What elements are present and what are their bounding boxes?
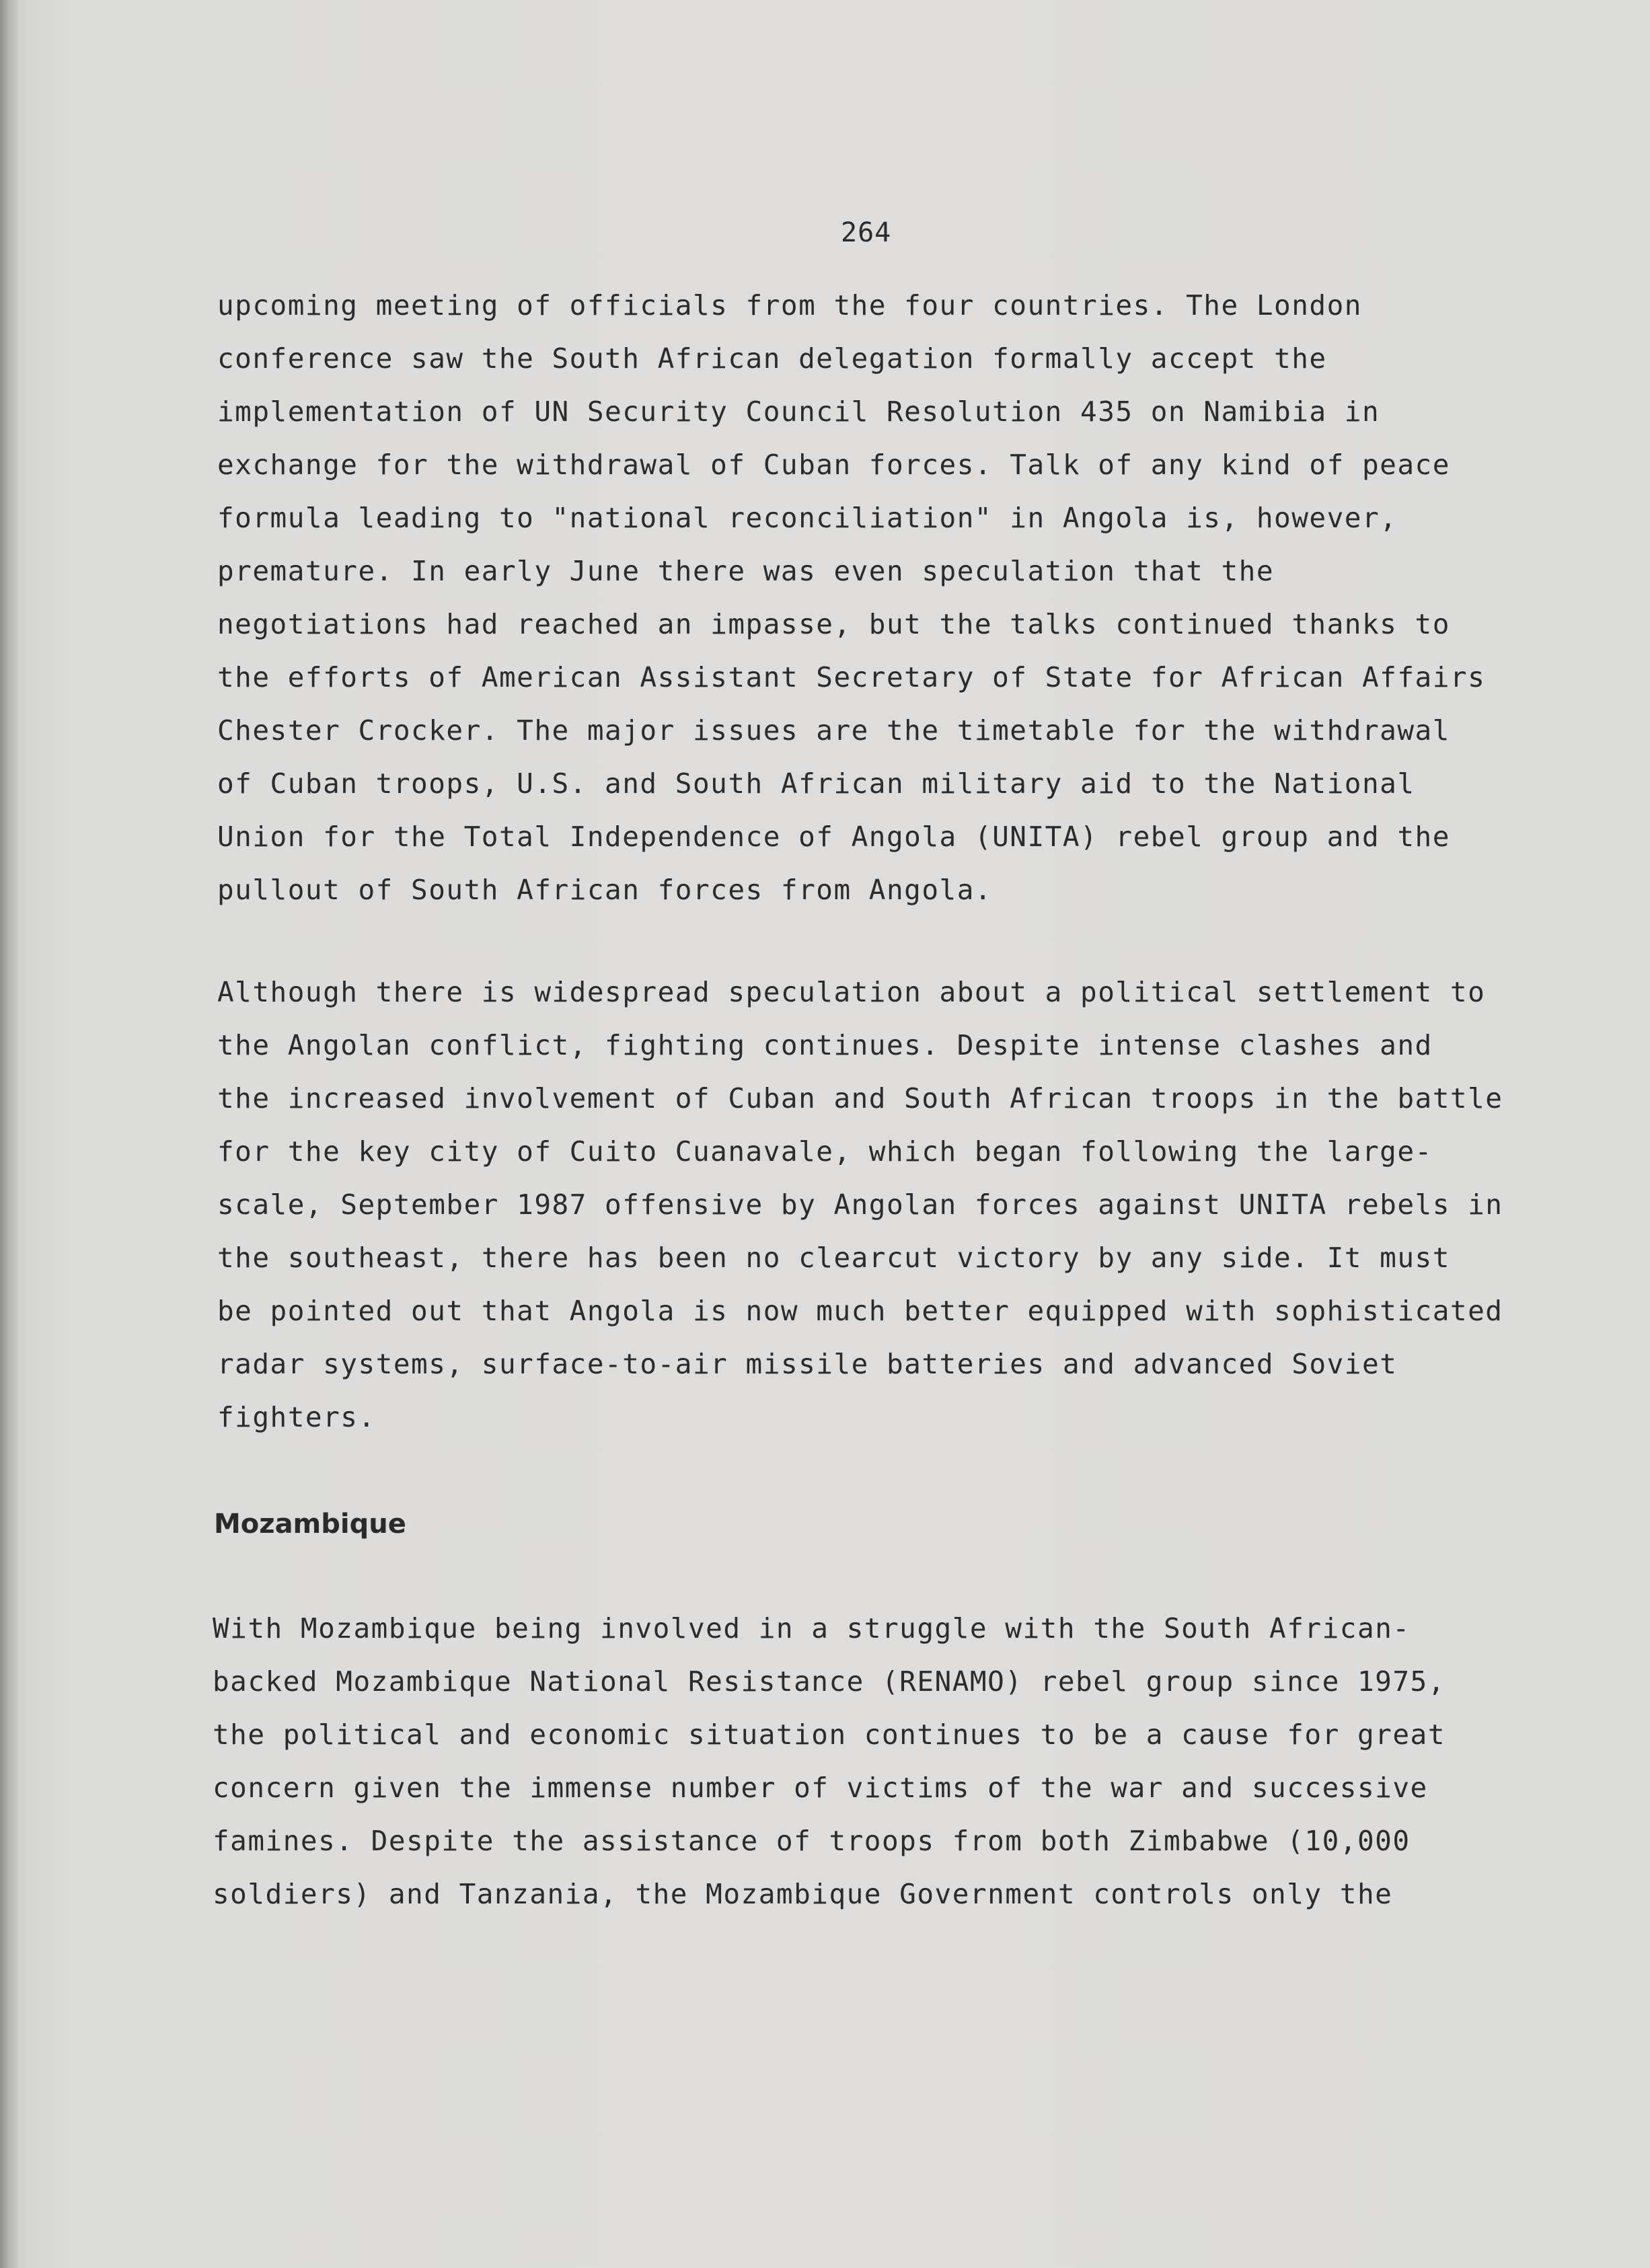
text-line: Chester Crocker. The major issues are the timetable for the withdrawal [217, 714, 1450, 747]
text-line: backed Mozambique National Resistance (RENAMO) rebel group since 1975, [213, 1665, 1446, 1698]
text-line: be pointed out that Angola is now much better equipped with sophisticated [217, 1295, 1503, 1327]
binding-shadow [0, 0, 19, 2268]
text-line: formula leading to "national reconciliation" in Angola is, however, [217, 502, 1398, 534]
text-line: the Angolan conflict, fighting continues. Despite intense clashes and [217, 1029, 1433, 1061]
paragraph-mozambique [213, 1602, 1565, 1921]
paragraph-angola-fighting [217, 966, 1569, 1444]
text-line: the efforts of American Assistant Secretary of State for African Affairs [217, 661, 1486, 693]
text-line: implementation of UN Security Council Resolution 435 on Namibia in [217, 395, 1380, 428]
text-line: soldiers) and Tanzania, the Mozambique Government controls only the [213, 1878, 1393, 1910]
text-line: scale, September 1987 offensive by Angolan forces against UNITA rebels in [217, 1188, 1503, 1221]
text-line: the increased involvement of Cuban and South African troops in the battle [217, 1082, 1503, 1114]
text-line: Although there is widespread speculation about a political settlement to [217, 976, 1486, 1008]
text-line: exchange for the withdrawal of Cuban forces. Talk of any kind of peace [217, 449, 1450, 481]
text-line: negotiations had reached an impasse, but the talks continued thanks to [217, 608, 1450, 640]
text-line: fighters. [217, 1401, 376, 1433]
text-line: upcoming meeting of officials from the four countries. The London [217, 289, 1362, 322]
text-line: conference saw the South African delegation formally accept the [217, 342, 1327, 375]
section-heading-mozambique: Mozambique [214, 1509, 406, 1540]
text-line: pullout of South African forces from Angola. [217, 874, 993, 906]
text-line: famines. Despite the assistance of troops from both Zimbabwe (10,000 [213, 1825, 1411, 1857]
text-line: the political and economic situation continues to be a cause for great [213, 1718, 1446, 1751]
page-number: 264 [841, 217, 892, 248]
text-line: concern given the immense number of victims of the war and successive [213, 1772, 1428, 1804]
text-line: radar systems, surface-to-air missile batteries and advanced Soviet [217, 1348, 1398, 1380]
text-line: for the key city of Cuito Cuanavale, which began following the large- [217, 1135, 1433, 1168]
text-line: Union for the Total Independence of Angola (UNITA) rebel group and the [217, 821, 1450, 853]
text-line: premature. In early June there was even speculation that the [217, 555, 1275, 587]
text-line: With Mozambique being involved in a struggle with the South African- [213, 1612, 1411, 1645]
text-line: the southeast, there has been no clearcut victory by any side. It must [217, 1242, 1450, 1274]
paragraph-angola-negotiations [217, 279, 1569, 917]
text-line: of Cuban troops, U.S. and South African military aid to the National [217, 767, 1415, 800]
